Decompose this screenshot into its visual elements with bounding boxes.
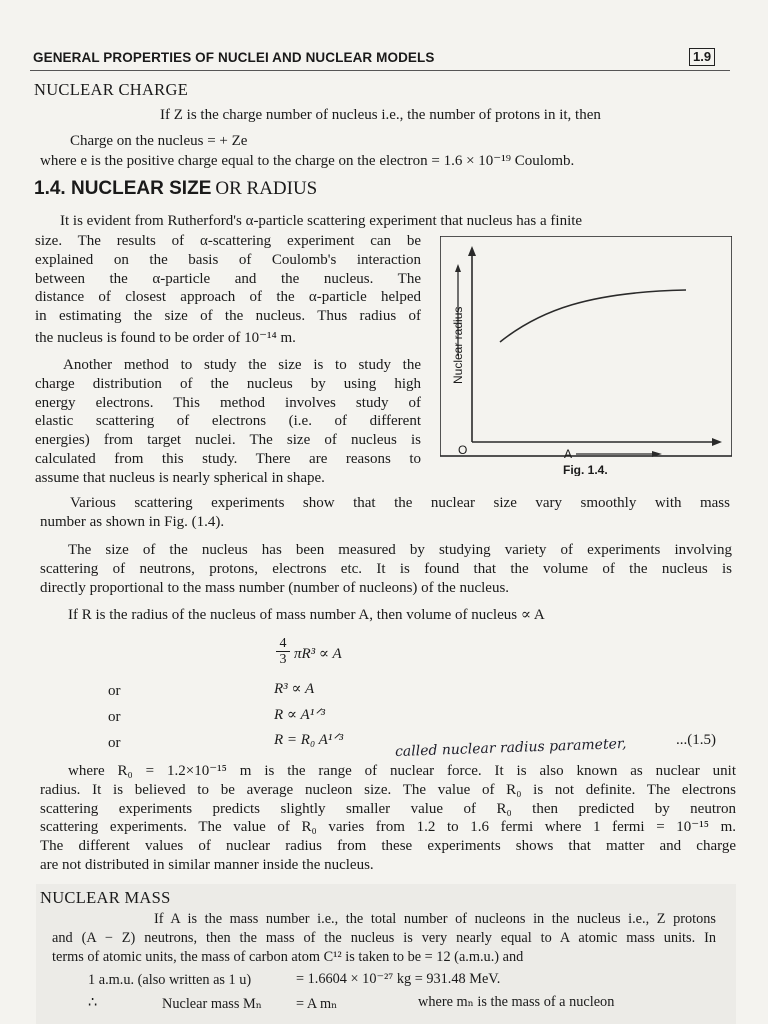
para2-line: elastic scattering of electrons (i.e. of different	[35, 413, 421, 430]
equation-fraction	[276, 636, 290, 667]
charge-line-1: If Z is the charge number of nucleus i.e., the number of protons in it, then	[160, 107, 601, 123]
x-axis-arrow-icon	[712, 438, 722, 446]
or-label: or	[108, 683, 121, 699]
equation-3	[274, 706, 325, 725]
section-heading-nuclear-size	[34, 178, 317, 200]
para4-line: The size of the nucleus has been measured by studying variety of experiments involving	[68, 542, 732, 558]
nucleon-mass-note: where mₙ is the mass of a nucleon	[418, 994, 615, 1010]
para1-line: size. The results of α-scattering experiment can be	[35, 233, 421, 249]
equation-number: ...(1.5)	[676, 732, 716, 748]
para2-line: Another method to study the size is to study the	[63, 357, 421, 373]
figure-frame	[440, 236, 732, 456]
para4-line: directly proportional to the mass number (number of nucleons) of the nucleus.	[40, 579, 510, 596]
mass-para	[52, 910, 716, 966]
para3-line: Various scattering experiments show that the nuclear size vary smoothly with mass	[70, 495, 730, 511]
para1-line: the nucleus is found to be order of 10⁻¹⁴ m.	[35, 329, 296, 346]
para4-line: scattering of neutrons, protons, electrons etc. It is found that the volume of the nucleus is	[40, 560, 732, 577]
y-axis-arrow-icon	[468, 246, 476, 256]
size-para3	[40, 494, 730, 532]
figure-ylabel: Nuclear radius	[451, 306, 465, 384]
mass-line: and (A − Z) neutrons, then the mass of the nucleus is very nearly equal to A atomic mass units. In	[52, 929, 716, 946]
nuclear-mass-equation: = A mₙ	[296, 996, 338, 1012]
mass-line: terms of atomic units, the mass of carbon atom C¹² is taken to be = 12 (a.m.u.) and	[52, 948, 524, 965]
equation-2-text: R³ ∝ A	[274, 681, 315, 697]
or-label: or	[108, 709, 121, 725]
nuclear-radius-graph	[440, 236, 732, 476]
size-para4	[40, 541, 732, 597]
therefore-symbol: ∴	[88, 995, 98, 1011]
equation-3-text: R ∝ A¹ᐟ³	[274, 707, 326, 723]
para2-line: assume that nucleus is nearly spherical in shape.	[35, 469, 325, 486]
radius-curve	[500, 290, 686, 342]
fraction-numerator: 4	[279, 636, 287, 651]
section-heading-nuclear-charge: NUCLEAR CHARGE	[34, 80, 189, 99]
para2-line: charge distribution of the nucleus by using high	[35, 375, 421, 392]
equation-1	[294, 645, 342, 664]
para1-line: explained on the basis of Coulomb's interaction	[35, 251, 421, 268]
para6-line: radius. It is believed to be average nucleon size. The value of R₀ is not definite. The electrons	[40, 781, 736, 798]
para6-line: are not distributed in similar manner inside the nucleus.	[40, 856, 374, 873]
ylabel-arrow-icon	[455, 264, 461, 272]
para6-line: scattering experiments predicts slightly smaller value of R₀ then predicted by neutron	[40, 800, 736, 817]
para6-line: The different values of nuclear radius from these experiments shows that matter and charge	[40, 838, 736, 855]
size-para5: If R is the radius of the nucleus of mass number A, then volume of nucleus ∝ A	[68, 607, 545, 623]
page-number: 1.9	[689, 48, 715, 66]
amu-definition-left: 1 a.m.u. (also written as 1 u)	[88, 972, 252, 988]
mass-line: If A is the mass number i.e., the total number of nucleons in the nucleus i.e., Z protons	[154, 911, 716, 927]
nuclear-mass-label: Nuclear mass Mₙ	[162, 996, 262, 1012]
figure-xlabel: A	[564, 447, 573, 461]
handwritten-annotation: called nuclear radius parameter,	[394, 735, 627, 761]
section-heading-nuclear-mass: NUCLEAR MASS	[40, 888, 171, 907]
para2-line: energy electrons. This method involves study of	[35, 394, 421, 411]
heading-rest-part: OR RADIUS	[215, 178, 318, 199]
or-label: or	[108, 735, 121, 751]
equation-4	[274, 731, 343, 750]
equation-4-text: R = R₀ A¹ᐟ³	[274, 732, 344, 748]
para2-line: energies) from target nuclei. The size of nucleus is	[35, 432, 421, 449]
figure-caption: Fig. 1.4.	[563, 463, 608, 476]
size-para2	[35, 356, 421, 488]
para1-line: between the α-particle and the nucleus. The	[35, 270, 421, 287]
equation-1-text: πR³ ∝ A	[294, 646, 342, 662]
para3-line: number as shown in Fig. (1.4).	[40, 513, 225, 530]
size-para1	[35, 232, 421, 348]
para6-line: scattering experiments. The value of R₀ varies from 1.2 to 1.6 fermi where 1 fermi = 10⁻¹⁵ m.	[40, 819, 736, 836]
figure-1-4	[440, 236, 732, 481]
para1-line: distance of closest approach of the α-particle helped	[35, 289, 421, 306]
fraction-denominator: 3	[276, 651, 290, 667]
running-header: GENERAL PROPERTIES OF NUCLEI AND NUCLEAR MODELS	[33, 50, 435, 65]
size-para1-first-line: It is evident from Rutherford's α-particle scattering experiment that nucleus has a finite	[60, 213, 583, 229]
equation-2	[274, 680, 314, 699]
figure-origin-label: O	[458, 443, 468, 457]
para2-line: calculated from this study. There are reasons to	[35, 450, 421, 467]
heading-number-part: 1.4. NUCLEAR SIZE	[34, 178, 212, 199]
amu-definition-right: = 1.6604 × 10⁻²⁷ kg = 931.48 MeV.	[296, 971, 501, 987]
para1-line: in estimating the size of the nucleus. Thus radius of	[35, 308, 421, 325]
size-para6	[40, 762, 736, 875]
para6-line: where R₀ = 1.2×10⁻¹⁵ m is the range of nuclear force. It is also known as nuclear unit	[68, 763, 736, 779]
header-rule	[30, 70, 730, 71]
charge-line-3: where e is the positive charge equal to the charge on the electron = 1.6 × 10⁻¹⁹ Coulomb.	[40, 153, 575, 169]
charge-line-2: Charge on the nucleus = + Ze	[70, 133, 248, 149]
